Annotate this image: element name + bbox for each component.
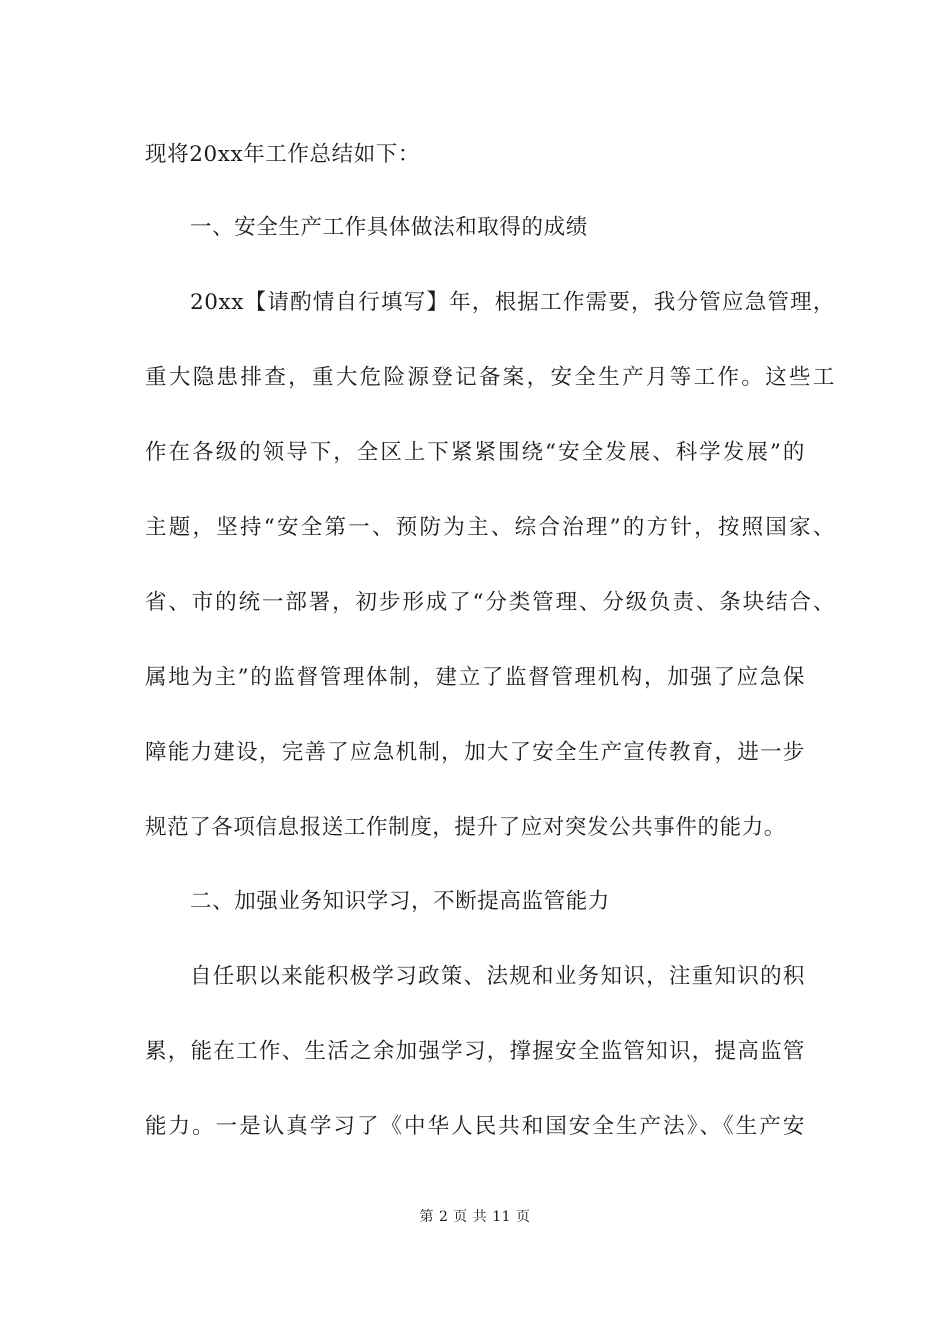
section-heading-2: 二、加强业务知识学习，不断提高监管能力 [190,889,610,914]
paragraph-1-line-1: 20xx【请酌情自行填写】年，根据工作需要，我分管应急管理， [190,290,835,315]
paragraph-1-line-6: 属地为主”的监督管理体制，建立了监督管理机构，加强了应急保 [145,665,805,690]
intro-line: 现将20xx年工作总结如下： [145,142,421,167]
paragraph-1-line-5: 省、市的统一部署，初步形成了“分类管理、分级负责、条块结合、 [145,590,835,615]
paragraph-1-line-8: 规范了各项信息报送工作制度，提升了应对突发公共事件的能力。 [145,815,786,840]
paragraph-1-line-4: 主题，坚持“安全第一、预防为主、综合治理”的方针，按照国家、 [145,515,835,540]
paragraph-2-line-3: 能力。一是认真学习了《中华人民共和国安全生产法》、《生产安 [145,1114,805,1139]
paragraph-1-line-3: 作在各级的领导下，全区上下紧紧围绕“安全发展、科学发展”的 [145,440,805,465]
page-number-footer: 第 2 页 共 11 页 [419,1209,531,1225]
paragraph-2-line-1: 自任职以来能积极学习政策、法规和业务知识，注重知识的积 [190,964,805,989]
paragraph-1-line-7: 障能力建设，完善了应急机制，加大了安全生产宣传教育，进一步 [145,740,805,765]
paragraph-2-line-2: 累，能在工作、生活之余加强学习，撑握安全监管知识，提高监管 [145,1039,805,1064]
section-heading-1: 一、安全生产工作具体做法和取得的成绩 [190,215,588,240]
paragraph-1-line-2: 重大隐患排查，重大危险源登记备案，安全生产月等工作。这些工 [145,365,835,390]
